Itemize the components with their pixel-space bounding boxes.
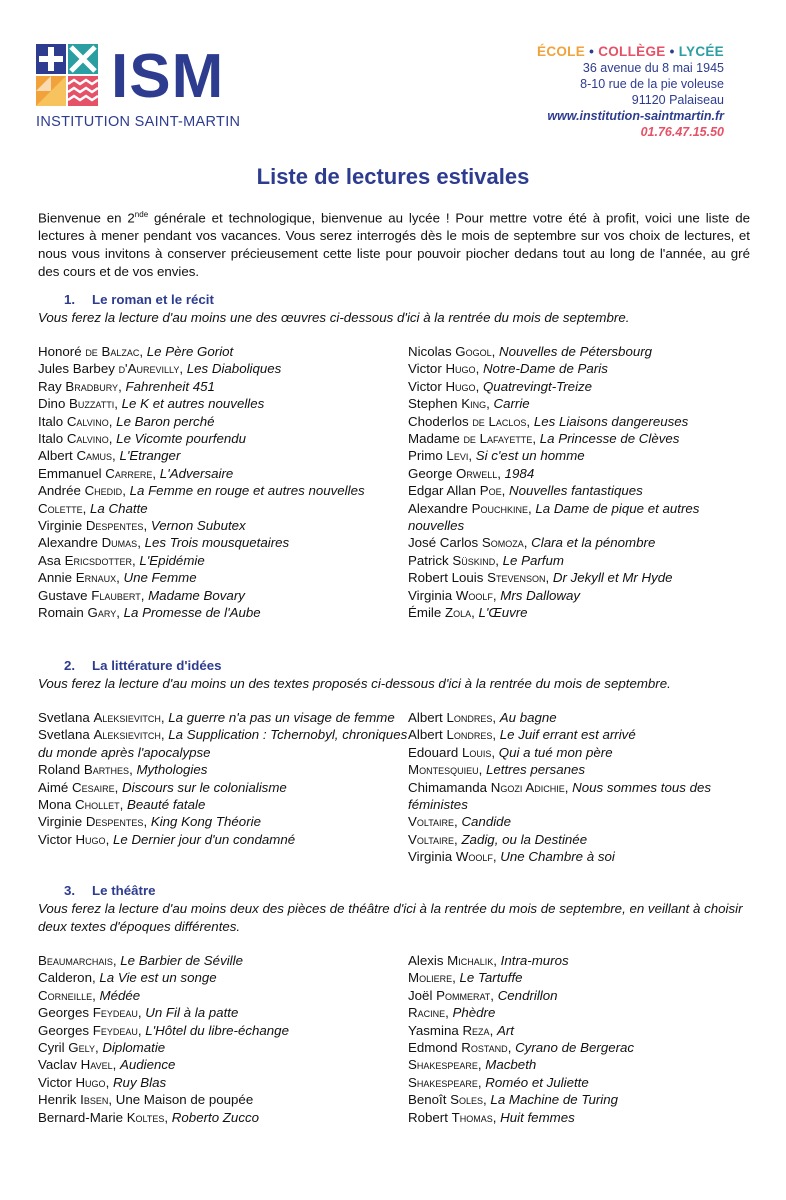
author-first-name: Gustave — [38, 587, 92, 603]
book-entry: Corneille, Médée — [38, 987, 141, 1003]
book-entry: Bernard-Marie Koltes, Roberto Zucco — [38, 1109, 260, 1125]
book-title: Vernon Subutex — [150, 518, 246, 534]
book-entry: Georges Feydeau, Un Fil à la patte — [38, 1005, 239, 1021]
book-entry: George Orwell, 1984 — [408, 465, 535, 481]
book-entry: Virginie Despentes, Vernon Subutex — [38, 518, 246, 534]
book-title: Le Père Goriot — [146, 344, 234, 359]
author-first-name: Virginie — [38, 814, 86, 830]
book-entry: Robert Louis Stevenson, Dr Jekyll et Mr Hyde — [408, 570, 673, 586]
author-first-name: Aimé — [38, 779, 72, 795]
book-title: Les Liaisons dangereuses — [533, 413, 689, 429]
school-logo — [36, 44, 276, 134]
book-entry: Alexandre Pouchkine, La Dame de pique et autres nouvelles — [408, 500, 700, 534]
section-instruction: Vous ferez la lecture d'au moins deux des pièces de théâtre d'ici à la rentrée du mois de septembre, en veillant à choisir deux textes d'époques différentes. — [38, 901, 743, 934]
author-last-name: Camus — [76, 448, 113, 464]
book-title: Carrie — [493, 396, 530, 412]
author-last-name: Pouchkine — [471, 500, 528, 516]
author-last-name: Hugo — [75, 831, 106, 847]
author-last-name: Ngozi Adichie — [490, 779, 565, 795]
page-title: Liste de lectures estivales — [256, 164, 530, 189]
section-heading-text: La littérature d'idées — [92, 658, 222, 673]
author-first-name: Henrik — [38, 1092, 81, 1108]
author-last-name: Chedid — [84, 483, 123, 499]
book-entry: Nicolas Gogol, Nouvelles de Pétersbourg — [408, 344, 653, 359]
section-heading-text: Le théâtre — [92, 883, 156, 898]
author-last-name: Londres — [446, 710, 493, 725]
author-last-name: Londres — [446, 727, 493, 743]
author-last-name: Soles — [450, 1092, 484, 1108]
book-entry: Racine, Phèdre — [408, 1005, 496, 1021]
author-last-name: Rostand — [461, 1040, 508, 1056]
author-first-name: Victor — [38, 831, 76, 847]
book-title: Une Maison de poupée — [115, 1092, 254, 1108]
book-title: Dr Jekyll et Mr Hyde — [552, 570, 673, 586]
author-last-name: Calvino — [66, 431, 109, 447]
book-entry: Joël Pommerat, Cendrillon — [408, 987, 558, 1003]
book-entry: Chimamanda Ngozi Adichie, Nous sommes tous des féministes — [408, 779, 712, 813]
book-title: Les Trois mousquetaires — [144, 535, 290, 551]
book-entry: Shakespeare, Macbeth — [408, 1057, 537, 1073]
author-first-name: Alexandre — [408, 500, 472, 516]
contact-block — [537, 44, 724, 140]
author-last-name: Moliere — [408, 970, 453, 986]
ism-logo-mark-icon — [36, 44, 100, 108]
author-first-name: Virginia — [408, 849, 456, 865]
author-first-name: Edmond — [408, 1040, 462, 1056]
author-first-name: Vaclav — [38, 1057, 81, 1073]
author-last-name: Zola — [444, 605, 472, 621]
author-first-name: Robert Louis — [408, 570, 488, 586]
author-first-name: Émile — [408, 605, 445, 621]
author-last-name: Voltaire — [408, 831, 455, 847]
book-entry: Émile Zola, L'Œuvre — [408, 605, 528, 621]
author-last-name: de Balzac — [85, 344, 140, 359]
book-title: Mrs Dalloway — [500, 587, 581, 603]
book-list-left — [38, 952, 408, 1126]
book-title: Art — [496, 1022, 514, 1038]
author-first-name: Patrick — [408, 552, 453, 568]
author-last-name: Orwell — [456, 465, 498, 481]
book-title: Une Chambre à soi — [500, 849, 615, 865]
author-first-name: Italo — [38, 431, 67, 447]
address-line-2: 8-10 rue de la pie voleuse — [580, 77, 724, 91]
author-last-name: Despentes — [85, 814, 144, 830]
intro-text-rest: générale et technologique, bienvenue au lycée ! Pour mettre votre été à profit, voici une liste de lectures à mener pendant vos vacances. Vous serez interrogés dès le mois de septembre sur vos choix de lectures, et nous vous invitons à conserver précieusement cette liste pour pouvoir piocher dedans tout au long de l'année, au gré des cours et de vos envies. — [38, 210, 751, 280]
author-first-name: Edouard — [408, 744, 462, 760]
book-title: La guerre n'a pas un visage de femme — [168, 710, 395, 725]
author-first-name: Cyril — [38, 1040, 69, 1056]
book-entry: Albert Londres, Au bagne — [408, 710, 557, 725]
author-last-name: Barthes — [83, 762, 130, 778]
phone-number: 01.76.47.15.50 — [640, 125, 724, 139]
book-entry: Stephen King, Carrie — [408, 396, 530, 412]
author-first-name: Italo — [38, 413, 67, 429]
separator: • — [669, 44, 675, 59]
author-first-name: Virginie — [38, 518, 86, 534]
book-title: La Supplication : Tchernobyl, chroniques du monde après l'apocalypse — [38, 727, 408, 760]
book-title: Beauté fatale — [126, 797, 206, 813]
book-entry: Italo Calvino, Le Baron perché — [38, 413, 215, 429]
author-first-name: Alexandre — [38, 535, 102, 551]
book-title: Cyrano de Bergerac — [515, 1040, 635, 1056]
book-entry: Romain Gary, La Promesse de l'Aube — [38, 605, 261, 621]
author-first-name: Stephen — [408, 396, 462, 412]
book-entry: Madame de Lafayette, La Princesse de Clèves — [408, 431, 680, 447]
author-first-name: Albert — [408, 727, 447, 743]
book-entry: Victor Hugo, Notre-Dame de Paris — [408, 361, 608, 377]
book-title: La Promesse de l'Aube — [123, 605, 261, 621]
author-first-name: Mona — [38, 797, 75, 813]
book-list-left — [38, 709, 408, 866]
book-title: Le Barbier de Séville — [120, 953, 243, 968]
book-title: Diplomatie — [102, 1040, 166, 1056]
author-last-name: Gogol — [455, 344, 492, 359]
author-first-name: Victor — [38, 1074, 76, 1090]
address-line-3: 91120 Palaiseau — [631, 93, 724, 107]
book-title: Phèdre — [452, 1005, 496, 1021]
author-first-name: Joël — [408, 987, 437, 1003]
book-title: Lettres persanes — [485, 762, 586, 778]
author-last-name: Thomas — [451, 1109, 493, 1125]
book-title: Huit femmes — [500, 1109, 575, 1125]
section-theatre — [38, 882, 750, 1126]
book-title: Qui a tué mon père — [498, 744, 613, 760]
author-last-name: Reza — [462, 1022, 490, 1038]
book-title: L'Adversaire — [159, 465, 234, 481]
book-entry: Gustave Flaubert, Madame Bovary — [38, 587, 245, 603]
author-last-name: Ibsen — [80, 1092, 109, 1108]
author-last-name: Carrere — [105, 465, 153, 481]
book-title: Un Fil à la patte — [145, 1005, 239, 1021]
book-title: Nouvelles de Pétersbourg — [499, 344, 653, 359]
book-entry: Jules Barbey d'Aurevilly, Les Diaboliques — [38, 361, 282, 377]
author-last-name: d'Aurevilly — [118, 361, 180, 377]
book-title: Médée — [99, 987, 141, 1003]
author-first-name: Bernard-Marie — [38, 1109, 127, 1125]
author-last-name: Levi — [446, 448, 469, 464]
section-instruction: Vous ferez la lecture d'au moins une des œuvres ci-dessous d'ici à la rentrée du mois de septembre. — [38, 310, 630, 325]
book-columns — [38, 952, 750, 1126]
book-title: Les Diaboliques — [186, 361, 282, 377]
author-last-name: Louis — [461, 744, 492, 760]
intro-paragraph — [38, 206, 750, 281]
book-title: Intra-muros — [500, 953, 569, 968]
author-last-name: Michalik — [447, 953, 494, 968]
book-entry: Moliere, Le Tartuffe — [408, 970, 523, 986]
book-title: Nouvelles fantastiques — [508, 483, 643, 499]
book-title: Une Femme — [123, 570, 197, 586]
author-first-name: Edgar Allan — [408, 483, 480, 499]
author-first-name: Georges — [38, 1022, 93, 1038]
author-last-name: Hugo — [445, 378, 476, 394]
book-entry: Albert Camus, L'Etranger — [38, 448, 181, 464]
author-first-name: Robert — [408, 1109, 452, 1125]
book-entry: Colette, La Chatte — [38, 500, 148, 516]
book-title: L'Etranger — [119, 448, 181, 464]
book-entry: Alexandre Dumas, Les Trois mousquetaires — [38, 535, 290, 551]
author-last-name: Feydeau — [92, 1022, 138, 1038]
author-last-name: Somoza — [481, 535, 524, 551]
author-first-name: Virginia — [408, 587, 456, 603]
author-last-name: de Lafayette — [463, 431, 533, 447]
book-title: Discours sur le colonialisme — [122, 779, 287, 795]
book-title: Zadig, ou la Destinée — [461, 831, 588, 847]
author-first-name: Jules Barbey — [38, 361, 119, 377]
section-number: 2. — [64, 658, 76, 673]
author-last-name: Montesquieu — [408, 762, 479, 778]
author-first-name: Honoré — [38, 344, 86, 359]
book-title: Le Dernier jour d'un condamné — [112, 831, 296, 847]
author-last-name: Shakespeare — [408, 1057, 478, 1073]
book-entry: Voltaire, Zadig, ou la Destinée — [408, 831, 588, 847]
author-last-name: Gary — [87, 605, 117, 621]
author-last-name: Aleksievitch — [93, 710, 161, 725]
book-entry: Robert Thomas, Huit femmes — [408, 1109, 575, 1125]
book-title: Fahrenheit 451 — [125, 378, 215, 394]
book-entry: Beaumarchais, Le Barbier de Séville — [38, 953, 243, 968]
author-last-name: Woolf — [455, 587, 493, 603]
author-last-name: Süskind — [452, 552, 496, 568]
book-entry: Italo Calvino, Le Vicomte pourfendu — [38, 431, 247, 447]
book-entry: Primo Levi, Si c'est un homme — [408, 448, 585, 464]
author-first-name: Roland — [38, 762, 84, 778]
book-title: Nous sommes tous des féministes — [408, 779, 712, 813]
author-last-name: Corneille — [38, 987, 93, 1003]
book-entry: Henrik Ibsen, Une Maison de poupée — [38, 1092, 254, 1108]
level-ecole: ÉCOLE — [537, 44, 586, 59]
author-first-name: Albert — [38, 448, 77, 464]
section-heading — [38, 291, 750, 308]
author-first-name: Romain — [38, 605, 88, 621]
book-entry: Edgar Allan Poe, Nouvelles fantastiques — [408, 483, 643, 499]
intro-superscript: nde — [134, 210, 149, 219]
book-entry: Alexis Michalik, Intra-muros — [408, 953, 569, 968]
book-entry: Andrée Chedid, La Femme en rouge et autres nouvelles — [38, 483, 365, 499]
author-last-name: King — [461, 396, 487, 412]
book-entry: Vaclav Havel, Audience — [38, 1057, 176, 1073]
author-last-name: Stevenson — [487, 570, 546, 586]
section-number: 1. — [64, 292, 76, 307]
section-heading — [38, 882, 750, 899]
logo-name: ISM — [111, 42, 225, 111]
book-entry: Voltaire, Candide — [408, 814, 511, 830]
section-instruction: Vous ferez la lecture d'au moins un des textes proposés ci-dessous d'ici à la rentrée du mois de septembre. — [38, 676, 671, 691]
book-title: Ruy Blas — [112, 1074, 167, 1090]
author-last-name: Aleksievitch — [93, 727, 161, 743]
author-last-name: Flaubert — [91, 587, 141, 603]
author-last-name: Hugo — [75, 1074, 106, 1090]
author-last-name: Feydeau — [92, 1005, 138, 1021]
book-title: Roméo et Juliette — [485, 1074, 589, 1090]
author-first-name: Victor — [408, 378, 446, 394]
author-last-name: Pommerat — [436, 987, 491, 1003]
author-first-name: Victor — [408, 361, 446, 377]
author-last-name: Despentes — [85, 518, 144, 534]
author-last-name: Shakespeare — [408, 1074, 478, 1090]
author-first-name: Svetlana — [38, 710, 94, 725]
intro-text-start: Bienvenue en 2 — [38, 210, 135, 226]
author-first-name: Annie — [38, 570, 76, 586]
book-title: Madame Bovary — [148, 587, 245, 603]
author-first-name: José Carlos — [408, 535, 482, 551]
book-title: Le Tartuffe — [459, 970, 523, 986]
author-first-name: George — [408, 465, 457, 481]
author-last-name: Havel — [80, 1057, 113, 1073]
book-title: Clara et la pénombre — [531, 535, 656, 551]
section-roman — [38, 291, 750, 622]
book-title: L'Hôtel du libre-échange — [145, 1022, 289, 1038]
book-entry: Svetlana Aleksievitch, La Supplication : Tchernobyl, chroniques du monde après l'apocalypse — [38, 727, 408, 760]
book-entry: Ray Bradbury, Fahrenheit 451 — [38, 378, 215, 394]
book-title: Notre-Dame de Paris — [482, 361, 608, 377]
author-first-name: Ray — [38, 378, 66, 394]
book-title: Le Baron perché — [116, 413, 215, 429]
author-last-name: de Laclos — [472, 413, 527, 429]
author-last-name: Koltes — [126, 1109, 165, 1125]
book-list-right — [408, 343, 750, 622]
book-entry: Virginie Despentes, King Kong Théorie — [38, 814, 261, 830]
book-title: L'Œuvre — [478, 605, 528, 621]
book-list-left — [38, 343, 408, 622]
author-last-name: Ericsdotter — [64, 552, 132, 568]
book-entry: Patrick Süskind, Le Parfum — [408, 552, 564, 568]
book-title: Cendrillon — [497, 987, 558, 1003]
author-last-name: Calvino — [66, 413, 109, 429]
book-entry: José Carlos Somoza, Clara et la pénombre — [408, 535, 656, 551]
author-last-name: Colette — [38, 500, 83, 516]
book-title: Au bagne — [499, 710, 557, 725]
school-levels — [537, 44, 724, 60]
book-entry: Virginia Woolf, Une Chambre à soi — [408, 849, 615, 865]
book-entry: Albert Londres, Le Juif errant est arrivé — [408, 727, 636, 743]
author-last-name: Voltaire — [408, 814, 455, 830]
book-title: Le Vicomte pourfendu — [116, 431, 247, 447]
book-entry: Mona Chollet, Beauté fatale — [38, 797, 206, 813]
book-entry: Yasmina Reza, Art — [408, 1022, 514, 1038]
author-first-name: Svetlana — [38, 727, 94, 743]
section-heading — [38, 657, 750, 674]
book-entry: Victor Hugo, Ruy Blas — [38, 1074, 167, 1090]
book-entry: Victor Hugo, Le Dernier jour d'un condamné — [38, 831, 296, 847]
author-first-name: Madame — [408, 431, 464, 447]
book-entry: Victor Hugo, Quatrevingt-Treize — [408, 378, 593, 394]
book-title: Candide — [461, 814, 511, 830]
book-title: 1984 — [504, 465, 535, 481]
book-title: La Vie est un songe — [99, 970, 217, 986]
author-first-name: Dino — [38, 396, 70, 412]
author-last-name: Racine — [408, 1005, 446, 1021]
author-first-name: Asa — [38, 552, 65, 568]
author-first-name: Nicolas — [408, 344, 456, 359]
book-entry: Aimé Cesaire, Discours sur le colonialisme — [38, 779, 287, 795]
book-title: Macbeth — [485, 1057, 537, 1073]
book-columns — [38, 343, 750, 622]
author-first-name: Choderlos — [408, 413, 473, 429]
book-entry: Benoît Soles, La Machine de Turing — [408, 1092, 619, 1108]
book-title: Le K et autres nouvelles — [121, 396, 265, 412]
book-title: L'Epidémie — [139, 552, 205, 568]
book-entry: Choderlos de Laclos, Les Liaisons dangereuses — [408, 413, 689, 429]
level-lycee: LYCÉE — [678, 44, 724, 59]
author-first-name: Georges — [38, 1005, 93, 1021]
book-title: Le Parfum — [502, 552, 564, 568]
separator: • — [589, 44, 595, 59]
author-first-name: Calderon — [38, 970, 92, 986]
book-entry: Svetlana Aleksievitch, La guerre n'a pas un visage de femme — [38, 710, 395, 725]
author-first-name: Albert — [408, 710, 447, 725]
author-last-name: Chollet — [74, 797, 120, 813]
book-title: La Femme en rouge et autres nouvelles — [129, 483, 365, 499]
book-list-right — [408, 709, 750, 866]
section-heading-text: Le roman et le récit — [92, 292, 214, 307]
book-entry: Asa Ericsdotter, L'Epidémie — [38, 552, 205, 568]
author-first-name: Chimamanda — [408, 779, 491, 795]
book-entry: Dino Buzzatti, Le K et autres nouvelles — [38, 396, 265, 412]
book-list-right — [408, 952, 750, 1126]
book-title: Si c'est un homme — [475, 448, 585, 464]
book-entry: Georges Feydeau, L'Hôtel du libre-échange — [38, 1022, 289, 1038]
book-title: La Chatte — [90, 500, 148, 516]
book-entry: Edouard Louis, Qui a tué mon père — [408, 744, 613, 760]
author-last-name: Ernaux — [75, 570, 117, 586]
book-entry: Emmanuel Carrere, L'Adversaire — [38, 465, 234, 481]
book-title: Mythologies — [136, 762, 208, 778]
logo-subtitle: INSTITUTION SAINT-MARTIN — [36, 114, 241, 130]
book-title: La Machine de Turing — [490, 1092, 619, 1108]
book-title: Roberto Zucco — [171, 1109, 260, 1125]
book-title: Quatrevingt-Treize — [482, 378, 593, 394]
book-entry: Honoré de Balzac, Le Père Goriot — [38, 344, 234, 359]
author-last-name: Poe — [479, 483, 502, 499]
author-last-name: Buzzatti — [69, 396, 115, 412]
address-line-1: 36 avenue du 8 mai 1945 — [582, 61, 724, 75]
book-title: La Princesse de Clèves — [539, 431, 680, 447]
author-last-name: Gely — [68, 1040, 95, 1056]
author-last-name: Dumas — [101, 535, 138, 551]
section-litterature-idees — [38, 657, 750, 866]
author-first-name: Andrée — [38, 483, 85, 499]
website-link[interactable]: www.institution-saintmartin.fr — [547, 109, 724, 123]
book-title: King Kong Théorie — [150, 814, 261, 830]
author-last-name: Hugo — [445, 361, 476, 377]
book-entry: Calderon, La Vie est un songe — [38, 970, 217, 986]
book-title: La Dame de pique et autres nouvelles — [408, 500, 700, 534]
author-last-name: Beaumarchais — [38, 953, 113, 968]
book-title: Audience — [119, 1057, 176, 1073]
author-first-name: Alexis — [408, 953, 448, 968]
book-entry: Annie Ernaux, Une Femme — [38, 570, 197, 586]
book-entry: Edmond Rostand, Cyrano de Bergerac — [408, 1040, 635, 1056]
author-last-name: Cesaire — [72, 779, 115, 795]
book-entry: Montesquieu, Lettres persanes — [408, 762, 586, 778]
author-last-name: Woolf — [455, 849, 493, 865]
book-title: Le Juif errant est arrivé — [499, 727, 636, 743]
author-first-name: Yasmina — [408, 1022, 463, 1038]
author-first-name: Primo — [408, 448, 447, 464]
author-last-name: Bradbury — [65, 378, 119, 394]
book-entry: Virginia Woolf, Mrs Dalloway — [408, 587, 581, 603]
author-first-name: Emmanuel — [38, 465, 106, 481]
book-entry: Shakespeare, Roméo et Juliette — [408, 1074, 589, 1090]
section-number: 3. — [64, 883, 76, 898]
book-entry: Cyril Gely, Diplomatie — [38, 1040, 166, 1056]
book-columns — [38, 709, 750, 866]
author-first-name: Benoît — [408, 1092, 451, 1108]
book-entry: Roland Barthes, Mythologies — [38, 762, 208, 778]
level-college: COLLÈGE — [598, 44, 666, 59]
